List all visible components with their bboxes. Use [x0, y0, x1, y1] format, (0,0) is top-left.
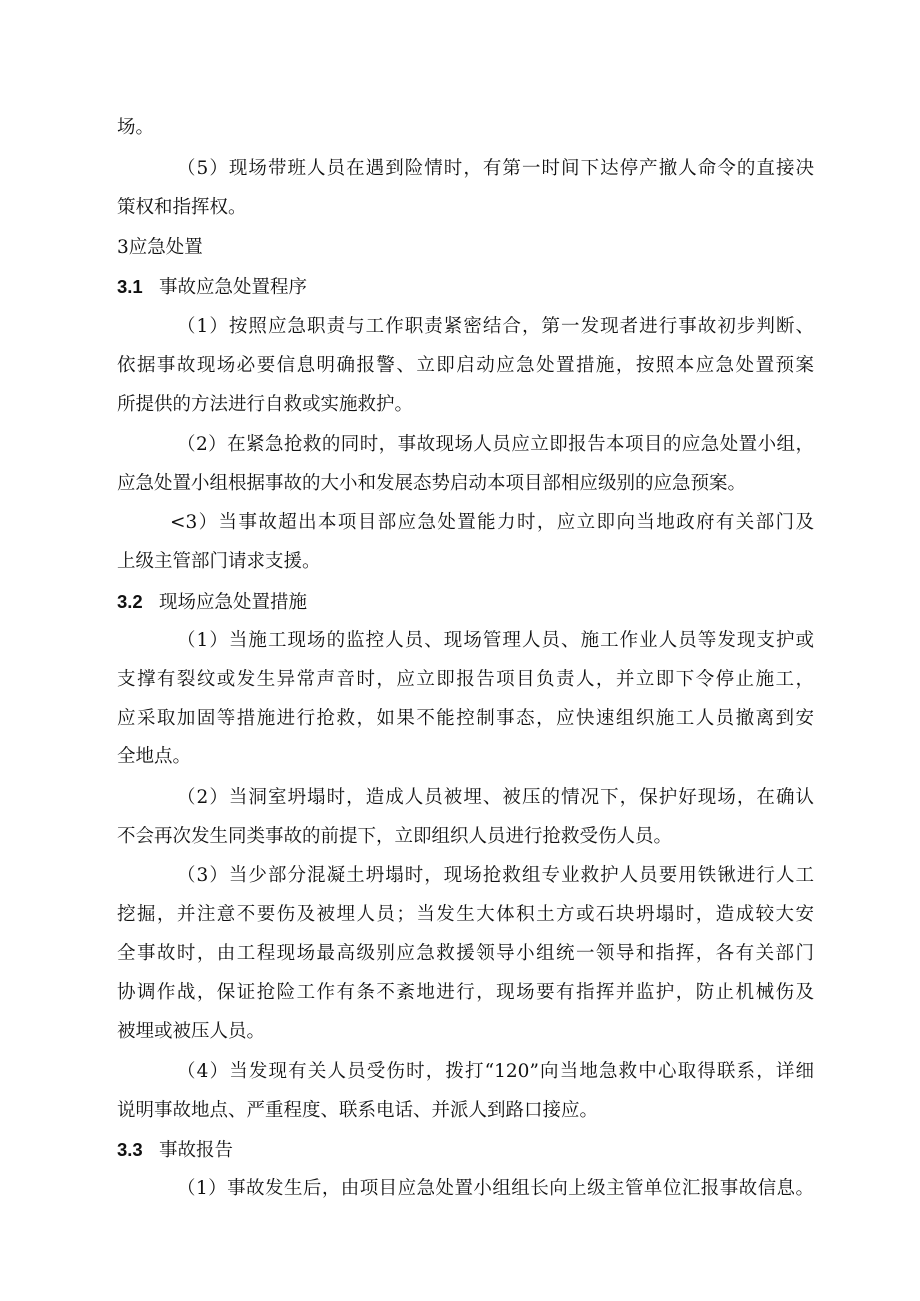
paragraph-line: 应采取加固等措施进行抢救，如果不能控制事态，应快速组织施工人员撤离到安: [117, 708, 814, 729]
paragraph-line: （2）当洞室坍塌时，造成人员被埋、被压的情况下，保护好现场，在确认: [177, 787, 814, 808]
section-number: 3.2: [117, 591, 143, 612]
paragraph-line: 应急处置小组根据事故的大小和发展态势启动本项目部相应级别的应急预案。: [117, 473, 747, 494]
paragraph-line: （3）当少部分混凝土坍塌时，现场抢救组专业救护人员要用铁锹进行人工: [177, 865, 814, 886]
paragraph-line: （5）现场带班人员在遇到险情时，有第一时间下达停产撤人命令的直接决: [177, 158, 814, 179]
paragraph-line: 挖掘，并注意不要伤及被埋人员；当发生大体积土方或石块坍塌时，造成较大安: [117, 904, 814, 925]
paragraph-line: 策权和指挥权。: [117, 197, 247, 218]
paragraph-line: （1）事故发生后，由项目应急处置小组组长向上级主管单位汇报事故信息。: [177, 1178, 814, 1199]
section-number: 3.3: [117, 1139, 143, 1160]
section-heading: 3应急处置: [117, 237, 203, 258]
paragraph-line: <3）当事故超出本项目部应急处置能力时，应立即向当地政府有关部门及: [170, 512, 814, 533]
section-heading: [117, 590, 307, 615]
paragraph-line: 上级主管部门请求支援。: [117, 551, 321, 572]
paragraph-line: 协调作战，保证抢险工作有条不紊地进行，现场要有指挥并监护，防止机械伤及: [117, 982, 814, 1003]
paragraph-line: 全地点。: [117, 746, 192, 767]
section-heading: [117, 275, 307, 300]
paragraph-line: 场。: [117, 117, 155, 138]
paragraph-line: （4）当发现有关人员受伤时，拨打“120”向当地急救中心取得联系，详细: [177, 1061, 814, 1082]
section-title: 事故报告: [159, 1140, 234, 1161]
paragraph-line: 不会再次发生同类事故的前提下，立即组织人员进行抢救受伤人员。: [117, 826, 673, 847]
paragraph-line: 全事故时，由工程现场最高级别应急救援领导小组统一领导和指挥，各有关部门: [117, 943, 814, 964]
section-heading: [117, 1138, 233, 1163]
paragraph-line: 所提供的方法进行自救或实施救护。: [117, 394, 414, 415]
paragraph-line: （2）在紧急抢救的同时，事故现场人员应立即报告本项目的应急处置小组，: [177, 434, 814, 455]
paragraph-line: 被埋或被压人员。: [117, 1021, 266, 1042]
paragraph-line: （1）当施工现场的监控人员、现场管理人员、施工作业人员等发现支护或: [177, 630, 814, 651]
section-number: 3.1: [117, 276, 143, 297]
paragraph-line: 依据事故现场必要信息明确报警、立即启动应急处置措施，按照本应急处置预案: [117, 355, 814, 376]
section-title: 现场应急处置措施: [159, 592, 308, 613]
section-title: 事故应急处置程序: [159, 277, 308, 298]
paragraph-line: 支撑有裂纹或发生异常声音时，应立即报告项目负责人，并立即下令停止施工，: [117, 669, 814, 690]
paragraph-line: 说明事故地点、严重程度、联系电话、并派人到路口接应。: [117, 1100, 599, 1121]
paragraph-line: （1）按照应急职责与工作职责紧密结合，第一发现者进行事故初步判断、: [177, 316, 814, 337]
